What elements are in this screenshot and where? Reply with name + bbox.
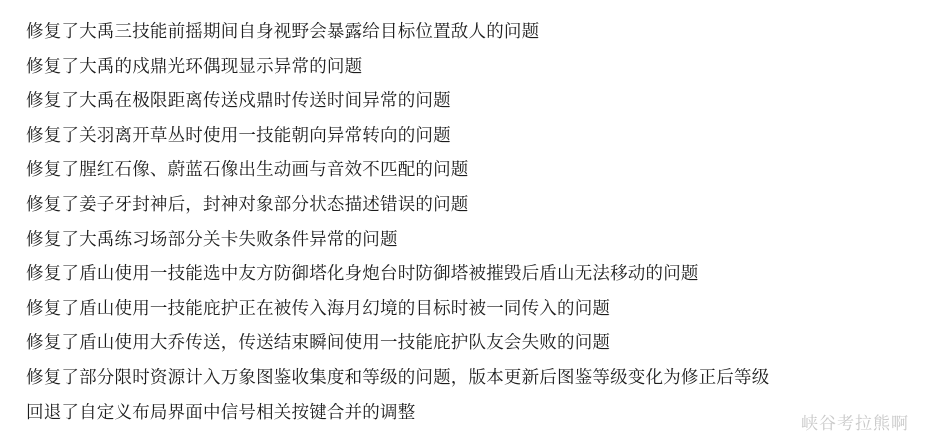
- list-item: 修复了大禹的戍鼎光环偶现显示异常的问题: [26, 55, 363, 76]
- list-item: 修复了大禹练习场部分关卡失败条件异常的问题: [26, 228, 398, 249]
- list-item: 修复了关羽离开草丛时使用一技能朝向异常转向的问题: [26, 124, 451, 145]
- list-item: 回退了自定义布局界面中信号相关按键合并的调整: [26, 401, 416, 422]
- watermark: 峡谷考拉熊啊: [801, 414, 909, 433]
- list-item: 修复了盾山使用一技能庇护正在被传入海月幻境的目标时被一同传入的问题: [26, 297, 611, 318]
- list-item: 修复了腥红石像、蔚蓝石像出生动画与音效不匹配的问题: [26, 159, 469, 180]
- list-item: 修复了姜子牙封神后，封神对象部分状态描述错误的问题: [26, 193, 469, 214]
- list-item: 修复了盾山使用一技能选中友方防御塔化身炮台时防御塔被摧毁后盾山无法移动的问题: [26, 263, 699, 284]
- list-item: 修复了部分限时资源计入万象图鉴收集度和等级的问题，版本更新后图鉴等级变化为修正后等级: [26, 366, 770, 387]
- list-item: 修复了大禹三技能前摇期间自身视野会暴露给目标位置敌人的问题: [26, 21, 540, 41]
- list-item: 修复了大禹在极限距离传送戍鼎时传送时间异常的问题: [26, 90, 451, 111]
- list-item: 修复了盾山使用大乔传送，传送结束瞬间使用一技能庇护队友会失败的问题: [26, 332, 611, 353]
